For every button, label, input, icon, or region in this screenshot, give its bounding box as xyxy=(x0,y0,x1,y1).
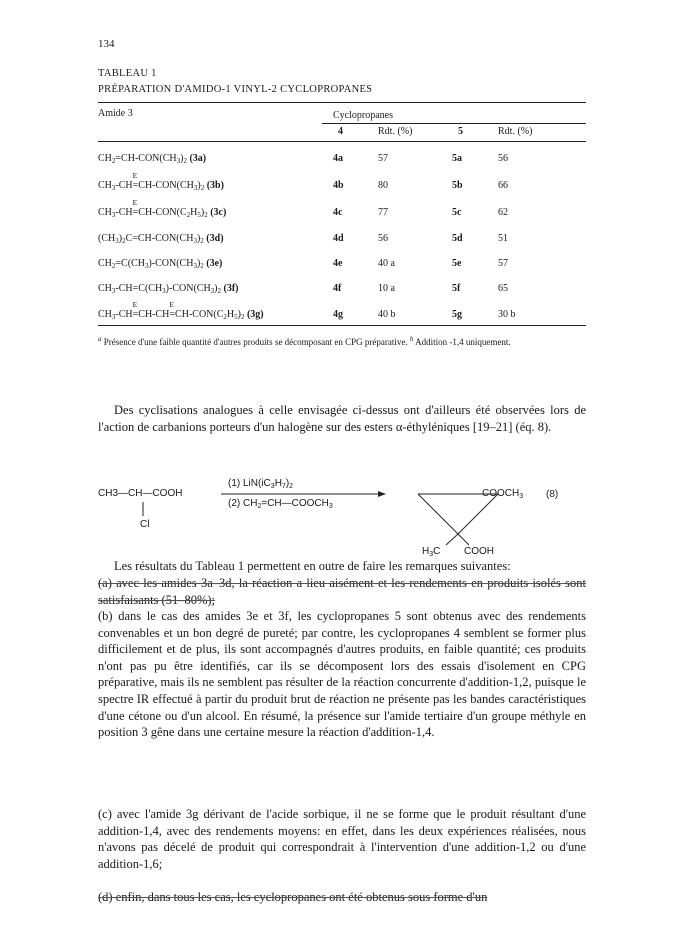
table-row-amide-3d: $(CH_3)_2C=CH-CON(CH_3)_2$ (3d) xyxy=(98,233,224,245)
table-cell-5: 5g xyxy=(452,309,462,320)
table-cell-5: 5f xyxy=(452,283,461,294)
scheme-reagent-2: (2) $CH_2=CH—COOCH_3$ xyxy=(228,498,333,510)
equation-number: (8) xyxy=(546,489,559,500)
table-title: TABLEAU 1 xyxy=(98,68,157,79)
page-number: 134 xyxy=(98,38,115,50)
table-footnote: $^a$ Présence d'une faible quantité d'autres produits se décomposant en CPG préparative. $^b$ Addition -1,4 uniquement. xyxy=(98,335,511,347)
table-cell-5: 5b xyxy=(452,180,463,191)
table-cell-rdt5: 30 b xyxy=(498,309,516,320)
table-cell-rdt4: 80 xyxy=(378,180,388,191)
col-header-rdt1: Rdt. (%) xyxy=(378,126,413,137)
scheme-substrate: CH3—CH—COOH xyxy=(98,488,183,499)
scheme-product-ester: $COOCH_3$ xyxy=(482,488,524,500)
table-row-amide-3g: $CH_3$-CHE $=CH-CHE =CH-CON(C_2H_5)_2$ (3g) xyxy=(98,309,264,321)
col-header-rdt2: Rdt. (%) xyxy=(498,126,533,137)
table-cell-rdt4: 56 xyxy=(378,233,388,244)
table-row-amide-3a: $CH_2=CH-CON(CH_3)_2$ (3a) xyxy=(98,153,207,165)
table-cell-4: 4c xyxy=(333,207,343,218)
table-cell-5: 5a xyxy=(452,153,462,164)
paragraph-cyclisations: Des cyclisations analogues à celle envisagée ci-dessus ont d'ailleurs été observées lors de l'action de carbanions porteurs d'un halogène sur des esters α-éthyléniques [19–21] (éq. 8). xyxy=(98,403,586,434)
table-cell-4: 4a xyxy=(333,153,343,164)
table-row-amide-3b: $CH_3$-CHE $=CH-CON(CH_3)_2$ (3b) xyxy=(98,180,224,192)
table-cell-rdt5: 66 xyxy=(498,180,508,191)
table-cell-rdt4: 40 a xyxy=(378,258,395,269)
scheme-product-acid: COOH xyxy=(464,546,494,557)
col-header-5: 5 xyxy=(458,126,463,137)
col-header-amide: Amide 3 xyxy=(98,108,133,119)
footnote-b: Addition -1,4 uniquement. xyxy=(415,337,511,347)
col-header-4: 4 xyxy=(338,126,343,137)
table-cell-4: 4d xyxy=(333,233,344,244)
group-rule xyxy=(322,123,586,124)
paragraph-remarks-intro: Les résultats du Tableau 1 permettent en outre de faire les remarques suivantes: xyxy=(114,559,511,573)
table-subtitle: PRÉPARATION D'AMIDO-1 VINYL-2 CYCLOPROPANES xyxy=(98,84,373,95)
table-cell-4: 4b xyxy=(333,180,344,191)
table-cell-5: 5c xyxy=(452,207,462,218)
table-cell-5: 5e xyxy=(452,258,462,269)
remark-b: (b) dans le cas des amides 3e et 3f, les cyclopropanes 5 sont obtenus avec des rendements convenables et un bon degré de pureté; par contre, les cyclopropanes 4 semblent se former plus difficilement et de plus, ils sont accompagnés d'autres produits, en faible quantité; ces produits n'ont pas pu être identifiés, car ils se décomposent lors des essais d'isolement en CPG préparative, mais ils ne semblent pas résulter de la réaction concurrente d'addition-1,2, puisque le spectre IR effectué à partir du produit brut de réaction ne présente pas les bandes caractéristiques d'une cétone ou d'un alcool. En résumé, la présence sur l'amide tertiaire d'un groupe méthyle en position 3 gêne dans une certaine mesure la réaction d'addition-1,4. xyxy=(98,609,586,740)
table-row-amide-3f: $CH_3-CH=C(CH_3)-CON(CH_3)_2$ (3f) xyxy=(98,283,239,295)
table-row-amide-3e: $CH_2=C(CH_3)-CON(CH_3)_2$ (3e) xyxy=(98,258,223,270)
table-cell-4: 4e xyxy=(333,258,343,269)
remark-a: (a) avec les amides 3a–3d, la réaction a lieu aisément et les rendements en produits isolés sont satisfaisants (51–80%); xyxy=(98,576,586,607)
footnote-a: Présence d'une faible quantité d'autres produits se décomposant en CPG préparative. xyxy=(103,337,408,347)
table-cell-rdt5: 65 xyxy=(498,283,508,294)
table-cell-rdt5: 56 xyxy=(498,153,508,164)
table-cell-rdt4: 77 xyxy=(378,207,388,218)
table-cell-rdt5: 62 xyxy=(498,207,508,218)
table-cell-rdt5: 51 xyxy=(498,233,508,244)
scheme-substrate-chlorine: Cl xyxy=(140,519,150,530)
table-cell-rdt5: 57 xyxy=(498,258,508,269)
table-cell-4: 4g xyxy=(333,309,343,320)
table-top-rule xyxy=(98,102,586,103)
scheme-product-methyl: $H_3C$ xyxy=(422,546,441,558)
reaction-scheme xyxy=(96,478,596,558)
table-cell-rdt4: 40 b xyxy=(378,309,396,320)
scheme-reagent-1: (1) $LiN(iC_3H_7)_2$ xyxy=(228,478,294,490)
table-row-amide-3c: $CH_3$-CHE $=CH-CON(C_2H_5)_2$ (3c) xyxy=(98,207,226,219)
table-cell-4: 4f xyxy=(333,283,342,294)
col-header-group: Cyclopropanes xyxy=(333,110,393,121)
remark-c: (c) avec l'amide 3g dérivant de l'acide sorbique, il ne se forme que le produit résultant d'une addition-1,4, avec des rendements moyens: en effet, dans les deux expériences réalisées, nous n'avons pas décelé de produit qui correspondrait à l'intervention d'une addition-1,2 ou d'une addition-1,6; xyxy=(98,807,586,871)
table-bottom-rule xyxy=(98,325,586,326)
remark-d: (d) enfin, dans tous les cas, les cyclopropanes ont été obtenus sous forme d'un xyxy=(98,890,488,904)
table-cell-rdt4: 57 xyxy=(378,153,388,164)
table-cell-rdt4: 10 a xyxy=(378,283,395,294)
table-cell-5: 5d xyxy=(452,233,463,244)
header-bottom-rule xyxy=(98,141,586,142)
